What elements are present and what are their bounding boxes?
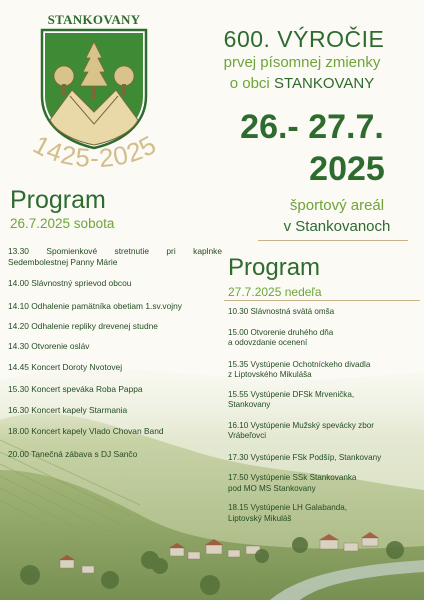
program-item-text: 15.55 Vystúpenie DFSk Mrvenička, <box>228 389 355 399</box>
program-item <box>228 503 422 524</box>
venue-line1: športový areál <box>289 197 385 214</box>
program-item <box>8 449 222 460</box>
program-item <box>8 426 222 437</box>
program-item-text-cont: a odovzdanie ocenení <box>228 338 308 347</box>
program-item <box>228 473 422 494</box>
program-item <box>8 246 222 268</box>
program-item <box>228 360 422 381</box>
program-item <box>8 362 222 373</box>
program-item-text: 14.00 Slávnostný sprievod obcou <box>8 278 132 288</box>
anniversary-title: 600. VÝROČIE <box>223 26 385 52</box>
program-item <box>228 328 422 349</box>
program-item-text: 10.30 Slávnostná svätá omša <box>228 307 335 316</box>
program-item <box>8 405 222 416</box>
day2-program-title: Program <box>228 254 321 281</box>
years-text: 1425-2025 <box>28 129 162 174</box>
program-item-text: 14.20 Odhalenie repliky drevenej studne <box>8 321 158 331</box>
program-item-text-cont: pod MO MS Stankovany <box>228 483 316 493</box>
program-item-text: 17.30 Vystúpenie FSk Podšíp, Stankovany <box>228 452 382 462</box>
program-item-text-cont: Stankovany <box>228 400 271 409</box>
program-item-text: 13.30 Spomienkové stretnutie pri kaplnke <box>8 246 222 256</box>
program-item-text-cont: Vrábeľovci <box>228 431 267 440</box>
program-item <box>228 421 422 442</box>
program-item <box>228 390 422 411</box>
day1-date: 26.7.2025 sobota <box>10 216 115 231</box>
program-item-text: 15.35 Vystúpenie Ochotníckeho divadla <box>228 359 371 369</box>
day1-program-title: Program <box>10 186 106 214</box>
day2-program-list <box>228 307 422 524</box>
event-year: 2025 <box>309 150 385 188</box>
program-item <box>8 341 222 352</box>
program-item-text: 16.10 Vystúpenie Mužský spevácky zbor <box>228 420 374 430</box>
program-item-text: 15.00 Otvorenie druhého dňa <box>228 327 334 337</box>
program-item <box>8 384 222 395</box>
program-item-text: 14.45 Koncert Doroty Nvotovej <box>8 362 123 372</box>
program-item-text: 20.00 Tanečná zábava s DJ Sančo <box>8 449 138 459</box>
program-item-text: 14.30 Otvorenie osláv <box>8 341 90 351</box>
anniversary-subtitle-line1: prvej písomnej zmienky <box>223 54 381 71</box>
crest-village-name: STANKOVANY <box>47 12 141 27</box>
day1-program-list <box>8 246 222 460</box>
program-item-text-cont: z Liptovského Mikuláša <box>228 370 312 379</box>
program-item-text: 18.00 Koncert kapely Vlado Chovan Band <box>8 426 164 436</box>
program-item-text: 15.30 Koncert speváka Roba Pappa <box>8 384 143 394</box>
svg-text:1425-2025 <box>28 129 161 173</box>
program-item <box>8 301 222 312</box>
venue-line2: v Stankovanoch <box>283 218 391 235</box>
day2-date: 27.7.2025 nedeľa <box>228 285 322 299</box>
program-item <box>228 453 422 464</box>
venue-divider <box>258 240 408 241</box>
program-item-text: 17.50 Vystúpenie SSk Stankovanka <box>228 473 357 482</box>
program-item-text-cont: Sedembolestnej Panny Márie <box>8 257 118 267</box>
program-item-text-cont: Liptovský Mikuláš <box>228 513 292 523</box>
years-arc-label <box>0 108 190 188</box>
program-item <box>228 307 422 318</box>
program-item-text: 18.15 Vystúpenie LH Galabanda, <box>228 503 347 512</box>
anniversary-subtitle-prefix: o obci <box>229 75 274 92</box>
anniversary-subtitle-line2 <box>180 75 424 92</box>
event-dates: 26.- 27.7. <box>240 108 384 146</box>
program-item <box>8 321 222 332</box>
program-item-text: 14.10 Odhalenie pamätníka obetiam 1.sv.vojny <box>8 301 182 311</box>
day2-divider <box>224 300 420 301</box>
anniversary-subtitle-village: STANKOVANY <box>273 75 375 92</box>
program-item <box>8 278 222 289</box>
program-item-text: 16.30 Koncert kapely Starmania <box>8 405 128 415</box>
